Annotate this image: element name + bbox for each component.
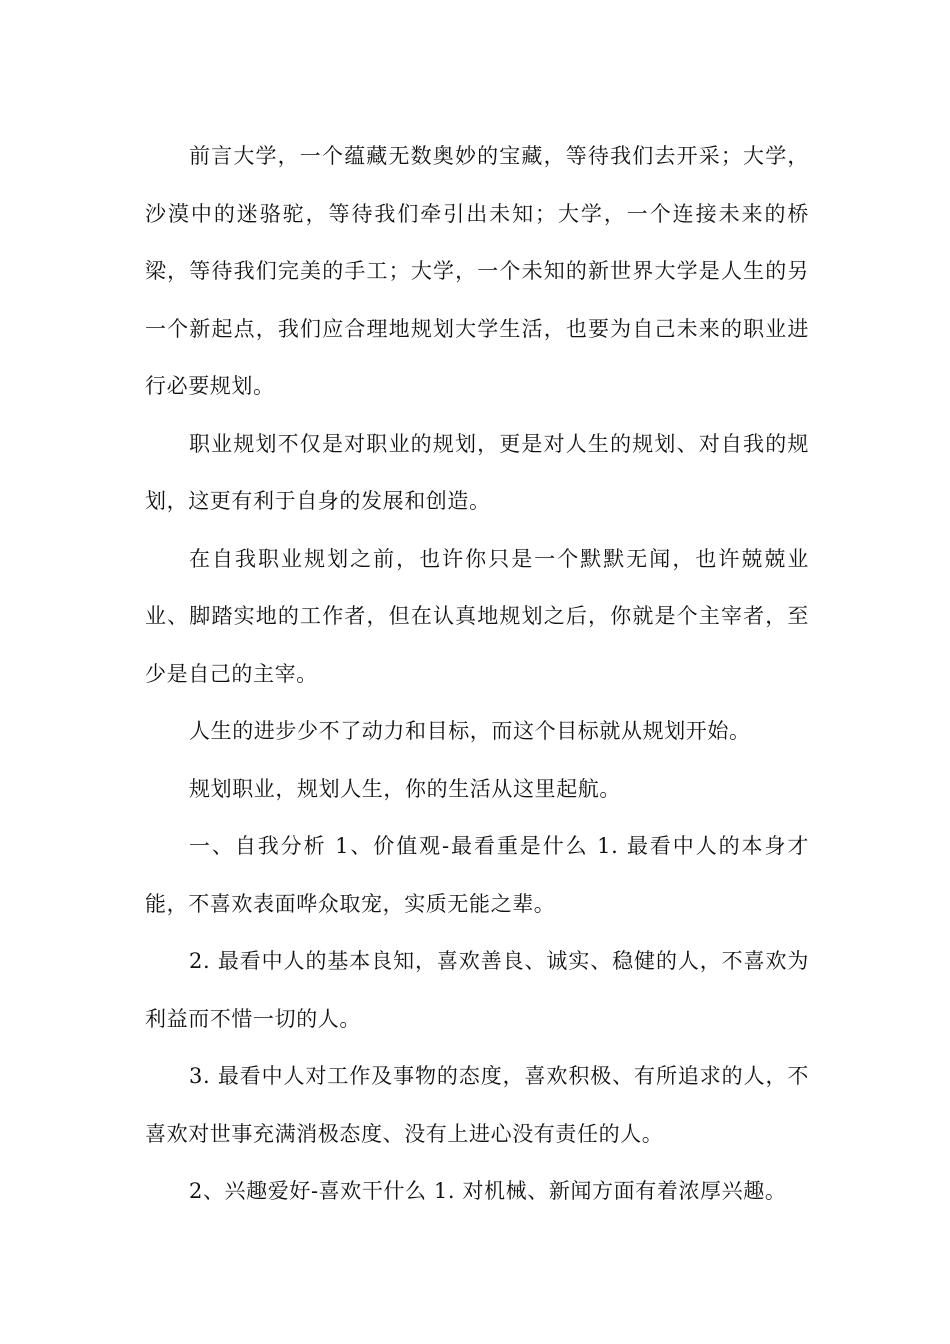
- paragraph-self-analysis-values: 一、自我分析 1、价值观-最看重是什么 1. 最看中人的本身才能，不喜欢表面哗众取宠，实质无能之辈。: [145, 834, 809, 916]
- paragraph-set-sail: 规划职业，规划人生，你的生活从这里起航。: [189, 776, 621, 801]
- paragraph-values-item-2: 2. 最看中人的基本良知，喜欢善良、诚实、稳健的人，不喜欢为利益而不惜一切的人。: [145, 949, 809, 1031]
- paragraph-career-planning: 职业规划不仅是对职业的规划，更是对人生的规划、对自我的规划，这更有利于自身的发展和创造。: [145, 431, 809, 513]
- paragraph-before-planning: 在自我职业规划之前，也许你只是一个默默无闻，也许兢兢业业、脚踏实地的工作者，但在认真地规划之后，你就是个主宰者，至少是自己的主宰。: [145, 546, 809, 686]
- paragraph-preface: 前言大学，一个蕴藏无数奥妙的宝藏，等待我们去开采；大学，沙漠中的迷骆驼，等待我们牵引出未知；大学，一个连接未来的桥梁，等待我们完美的手工；大学，一个未知的新世界大学是人生的另一个新起点，我们应合理地规划大学生活，也要为自己未来的职业进行必要规划。: [145, 144, 809, 398]
- paragraph-values-item-3: 3. 最看中人对工作及事物的态度，喜欢积极、有所追求的人，不喜欢对世事充满消极态度、没有上进心没有责任的人。: [145, 1064, 809, 1146]
- paragraph-interests: 2、兴趣爱好-喜欢干什么 1. 对机械、新闻方面有着浓厚兴趣。: [189, 1179, 787, 1203]
- document-page: [145, 128, 809, 1221]
- paragraph-progress: 人生的进步少不了动力和目标，而这个目标就从规划开始。: [189, 719, 751, 743]
